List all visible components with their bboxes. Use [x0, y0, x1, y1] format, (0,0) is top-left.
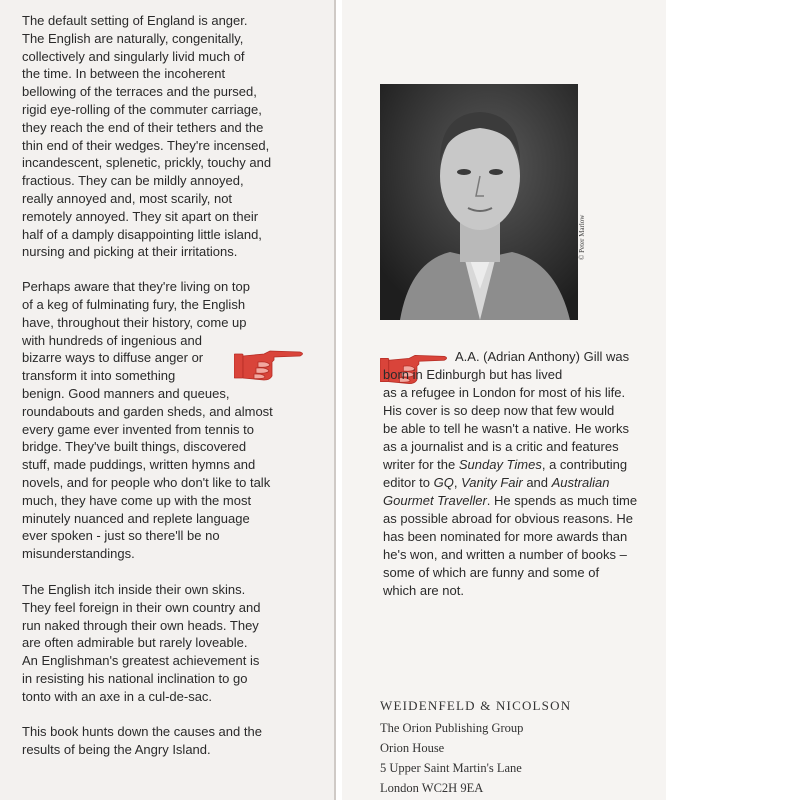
publisher-line: 5 Upper Saint Martin's Lane — [380, 761, 522, 775]
flap-fold-line — [334, 0, 336, 800]
author-photo — [380, 84, 578, 320]
bio-title-vanity-fair: Vanity Fair — [461, 475, 523, 490]
pointing-hand-icon — [234, 348, 306, 384]
photo-credit: © Peter Marlow — [578, 214, 586, 260]
publisher-line: The Orion Publishing Group — [380, 721, 524, 735]
blurb-paragraph-1: The default setting of England is anger. The English are naturally, congenitally, collectively and singularly livid much of the time. In between the incoherent bellowing of the terraces and the pursed, rigid eye-rolling of the commuter carriage, they reach the end of their tethers and the thin end of their wedges. They're incensed, incandescent, splenetic, prickly, touchy and fractious. They can be mildly annoyed, really annoyed and, most scarily, not remotely annoyed. They sit apart on their half of a damply disappointing little island, nursing and picking at their irritations. — [22, 13, 272, 260]
bio-text-c: . He spends as much time as possible abroad for obvious reasons. He has been nominated for more awards than he's won, and written a number of books – some of which are funny and some of which are not. — [383, 493, 638, 598]
bio-text-b: , a contributing editor to — [383, 457, 628, 490]
author-bio-first-line: A.A. (Adrian Anthony) Gill was — [455, 349, 630, 364]
blurb-paragraph-2: Perhaps aware that they're living on top of a keg of fulminating fury, the English have, throughout their history, come up with hundreds of ingenious and bizarre ways to diffuse anger or transform it into something benign. Good manners and queues, roundabouts and garden sheds, and almost every game ever invented from tennis to bridge. They've built things, discovered stuff, made puddings, written hymns and novels, and for people who don't like to talk much, they have come up with the most minutely nuanced and replete language ever spoken - just so there'll be no misunderstandings. — [22, 279, 273, 562]
author-bio-body — [383, 367, 637, 598]
bio-title-australian-gourmet: Australian Gourmet Traveller — [383, 475, 610, 508]
blurb-paragraph-4: This book hunts down the causes and the results of being the Angry Island. — [22, 724, 262, 758]
bio-title-sunday-times: Sunday Times — [458, 457, 542, 472]
publisher-line: London WC2H 9EA — [380, 781, 484, 795]
bio-text-comma: , — [453, 475, 462, 490]
publisher-line: Orion House — [380, 741, 445, 755]
bio-text-and: and — [522, 475, 552, 490]
bio-text-a: born in Edinburgh but has lived as a refugee in London for most of his life. His cover is so deep now that few would be able to tell he wasn't a native. He works as a journalist and is a critic and features writer for the — [383, 367, 630, 472]
blurb-paragraph-3: The English itch inside their own skins. They feel foreign in their own country and run naked through their own heads. They are often admirable but rarely loveable. An Englishman's greatest achievement is in resisting his national inclination to go tonto with an axe in a cul-de-sac. — [22, 581, 261, 704]
author-bio — [383, 348, 645, 600]
publisher-block — [380, 698, 640, 798]
left-flap-text — [22, 12, 322, 777]
bio-title-gq: GQ — [433, 475, 454, 490]
publisher-name: WEIDENFELD & NICOLSON — [380, 698, 572, 713]
